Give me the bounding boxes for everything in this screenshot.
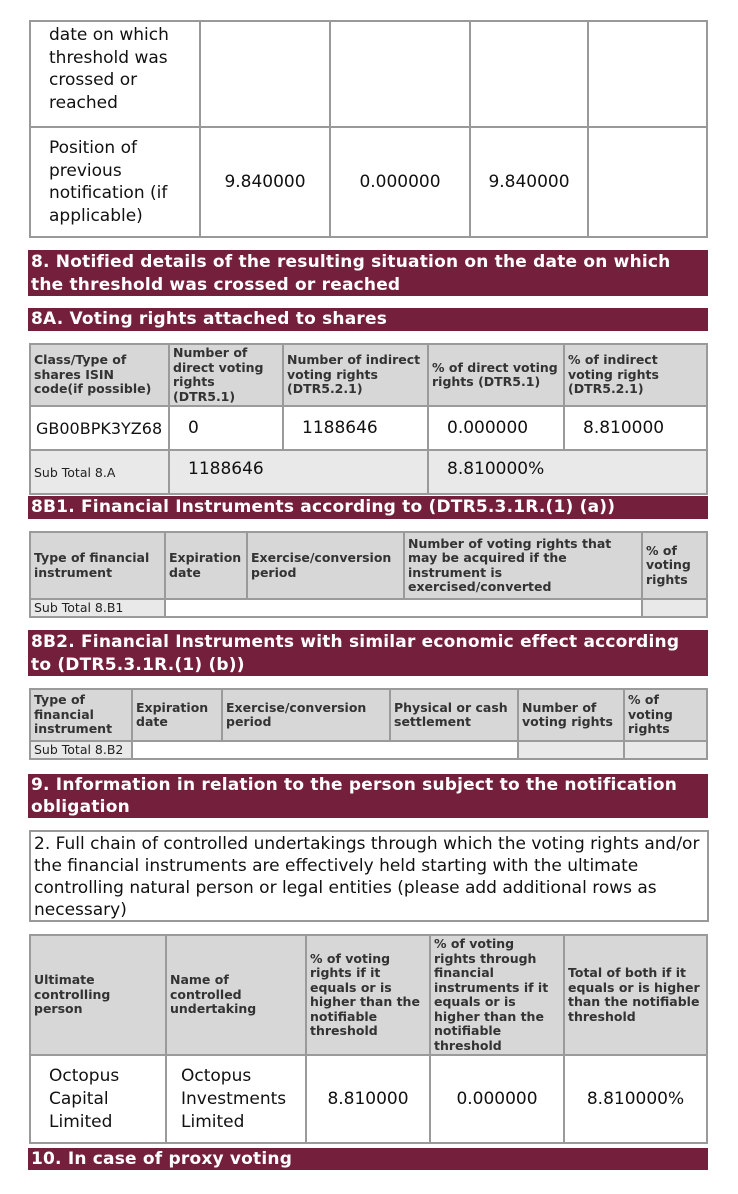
column-header: % of voting rights if it equals or is higher than the notifiable threshold xyxy=(306,935,430,1055)
column-header: Expiration date xyxy=(132,689,222,741)
table-header-row xyxy=(30,689,707,741)
table-row xyxy=(30,127,707,237)
subtotal-row xyxy=(30,599,707,617)
previous-value-cell: 0.000000 xyxy=(330,127,470,237)
previous-notification-label: Position of previous notification (if applicable) xyxy=(30,127,200,237)
column-header: Class/Type of shares ISIN code(if possible) xyxy=(30,344,169,406)
column-header: Number of voting rights xyxy=(518,689,624,741)
voting-rights-percent-cell: 8.810000 xyxy=(306,1055,430,1143)
table-row xyxy=(30,1055,707,1143)
direct-percent-cell: 0.000000 xyxy=(428,406,564,450)
direct-rights-cell: 0 xyxy=(169,406,283,450)
column-header: % of voting rights through financial instruments if it equals or is higher than the notifiable threshold xyxy=(430,935,564,1055)
column-header: % of direct voting rights (DTR5.1) xyxy=(428,344,564,406)
column-header: Number of direct voting rights (DTR5.1) xyxy=(169,344,283,406)
financial-instruments-8b2-table xyxy=(29,688,708,760)
column-header: Expiration date xyxy=(165,532,247,599)
subtotal-label: Sub Total 8.B2 xyxy=(30,741,132,759)
column-header: Exercise/conversion period xyxy=(247,532,404,599)
table-row xyxy=(30,21,707,127)
table-header-row xyxy=(30,935,707,1055)
subtotal-row xyxy=(30,741,707,759)
previous-value-cell xyxy=(588,127,707,237)
column-header: Name of controlled undertaking xyxy=(166,935,306,1055)
instruments-percent-cell: 0.000000 xyxy=(430,1055,564,1143)
column-header: Number of indirect voting rights (DTR5.2.1) xyxy=(283,344,428,406)
subtotal-percent: 8.810000% xyxy=(428,450,707,494)
threshold-date-label: date on which threshold was crossed or reached xyxy=(30,21,200,127)
column-header: Type of financial instrument xyxy=(30,689,132,741)
subtotal-number: 1188646 xyxy=(169,450,428,494)
section-8b2-header: 8B2. Financial Instruments with similar economic effect according to (DTR5.3.1R.(1) (b)) xyxy=(28,630,708,676)
indirect-percent-cell: 8.810000 xyxy=(564,406,707,450)
financial-instruments-8b1-table xyxy=(29,531,708,618)
indirect-rights-cell: 1188646 xyxy=(283,406,428,450)
table-header-row xyxy=(30,532,707,599)
column-header: % of indirect voting rights (DTR5.2.1) xyxy=(564,344,707,406)
section-10-header: 10. In case of proxy voting xyxy=(28,1148,708,1170)
section-8a-header: 8A. Voting rights attached to shares xyxy=(28,308,708,331)
previous-position-table xyxy=(29,20,708,238)
column-header: % of voting rights xyxy=(624,689,707,741)
column-header: Number of voting rights that may be acquired if the instrument is exercised/converted xyxy=(404,532,642,599)
table-row xyxy=(30,406,707,450)
section-8b1-header: 8B1. Financial Instruments according to (DTR5.3.1R.(1) (a)) xyxy=(28,496,708,519)
column-header: Exercise/conversion period xyxy=(222,689,390,741)
voting-rights-table xyxy=(29,343,708,495)
controlling-person-cell: Octopus Capital Limited xyxy=(30,1055,166,1143)
controlled-undertakings-table xyxy=(29,934,708,1144)
controlled-undertaking-cell: Octopus Investments Limited xyxy=(166,1055,306,1143)
total-percent-cell: 8.810000% xyxy=(564,1055,707,1143)
subtotal-label: Sub Total 8.A xyxy=(30,450,169,494)
column-header: Physical or cash settlement xyxy=(390,689,518,741)
column-header: Ultimate controlling person xyxy=(30,935,166,1055)
isin-cell: GB00BPK3YZ68 xyxy=(30,406,169,450)
table-header-row xyxy=(30,344,707,406)
column-header: Type of financial instrument xyxy=(30,532,165,599)
column-header: % of voting rights xyxy=(642,532,707,599)
column-header: Total of both if it equals or is higher than the notifiable threshold xyxy=(564,935,707,1055)
previous-value-cell: 9.840000 xyxy=(200,127,330,237)
section-9-header: 9. Information in relation to the person subject to the notification obligation xyxy=(28,774,708,818)
subtotal-label: Sub Total 8.B1 xyxy=(30,599,165,617)
chain-description: 2. Full chain of controlled undertakings through which the voting rights and/or the financial instruments are effectively held starting with the ultimate controlling natural person or legal entities (please add additional rows as necessary) xyxy=(29,830,709,922)
previous-value-cell: 9.840000 xyxy=(470,127,588,237)
subtotal-row xyxy=(30,450,707,494)
section-8-header: 8. Notified details of the resulting situation on the date on which the threshold was crossed or reached xyxy=(28,250,708,296)
